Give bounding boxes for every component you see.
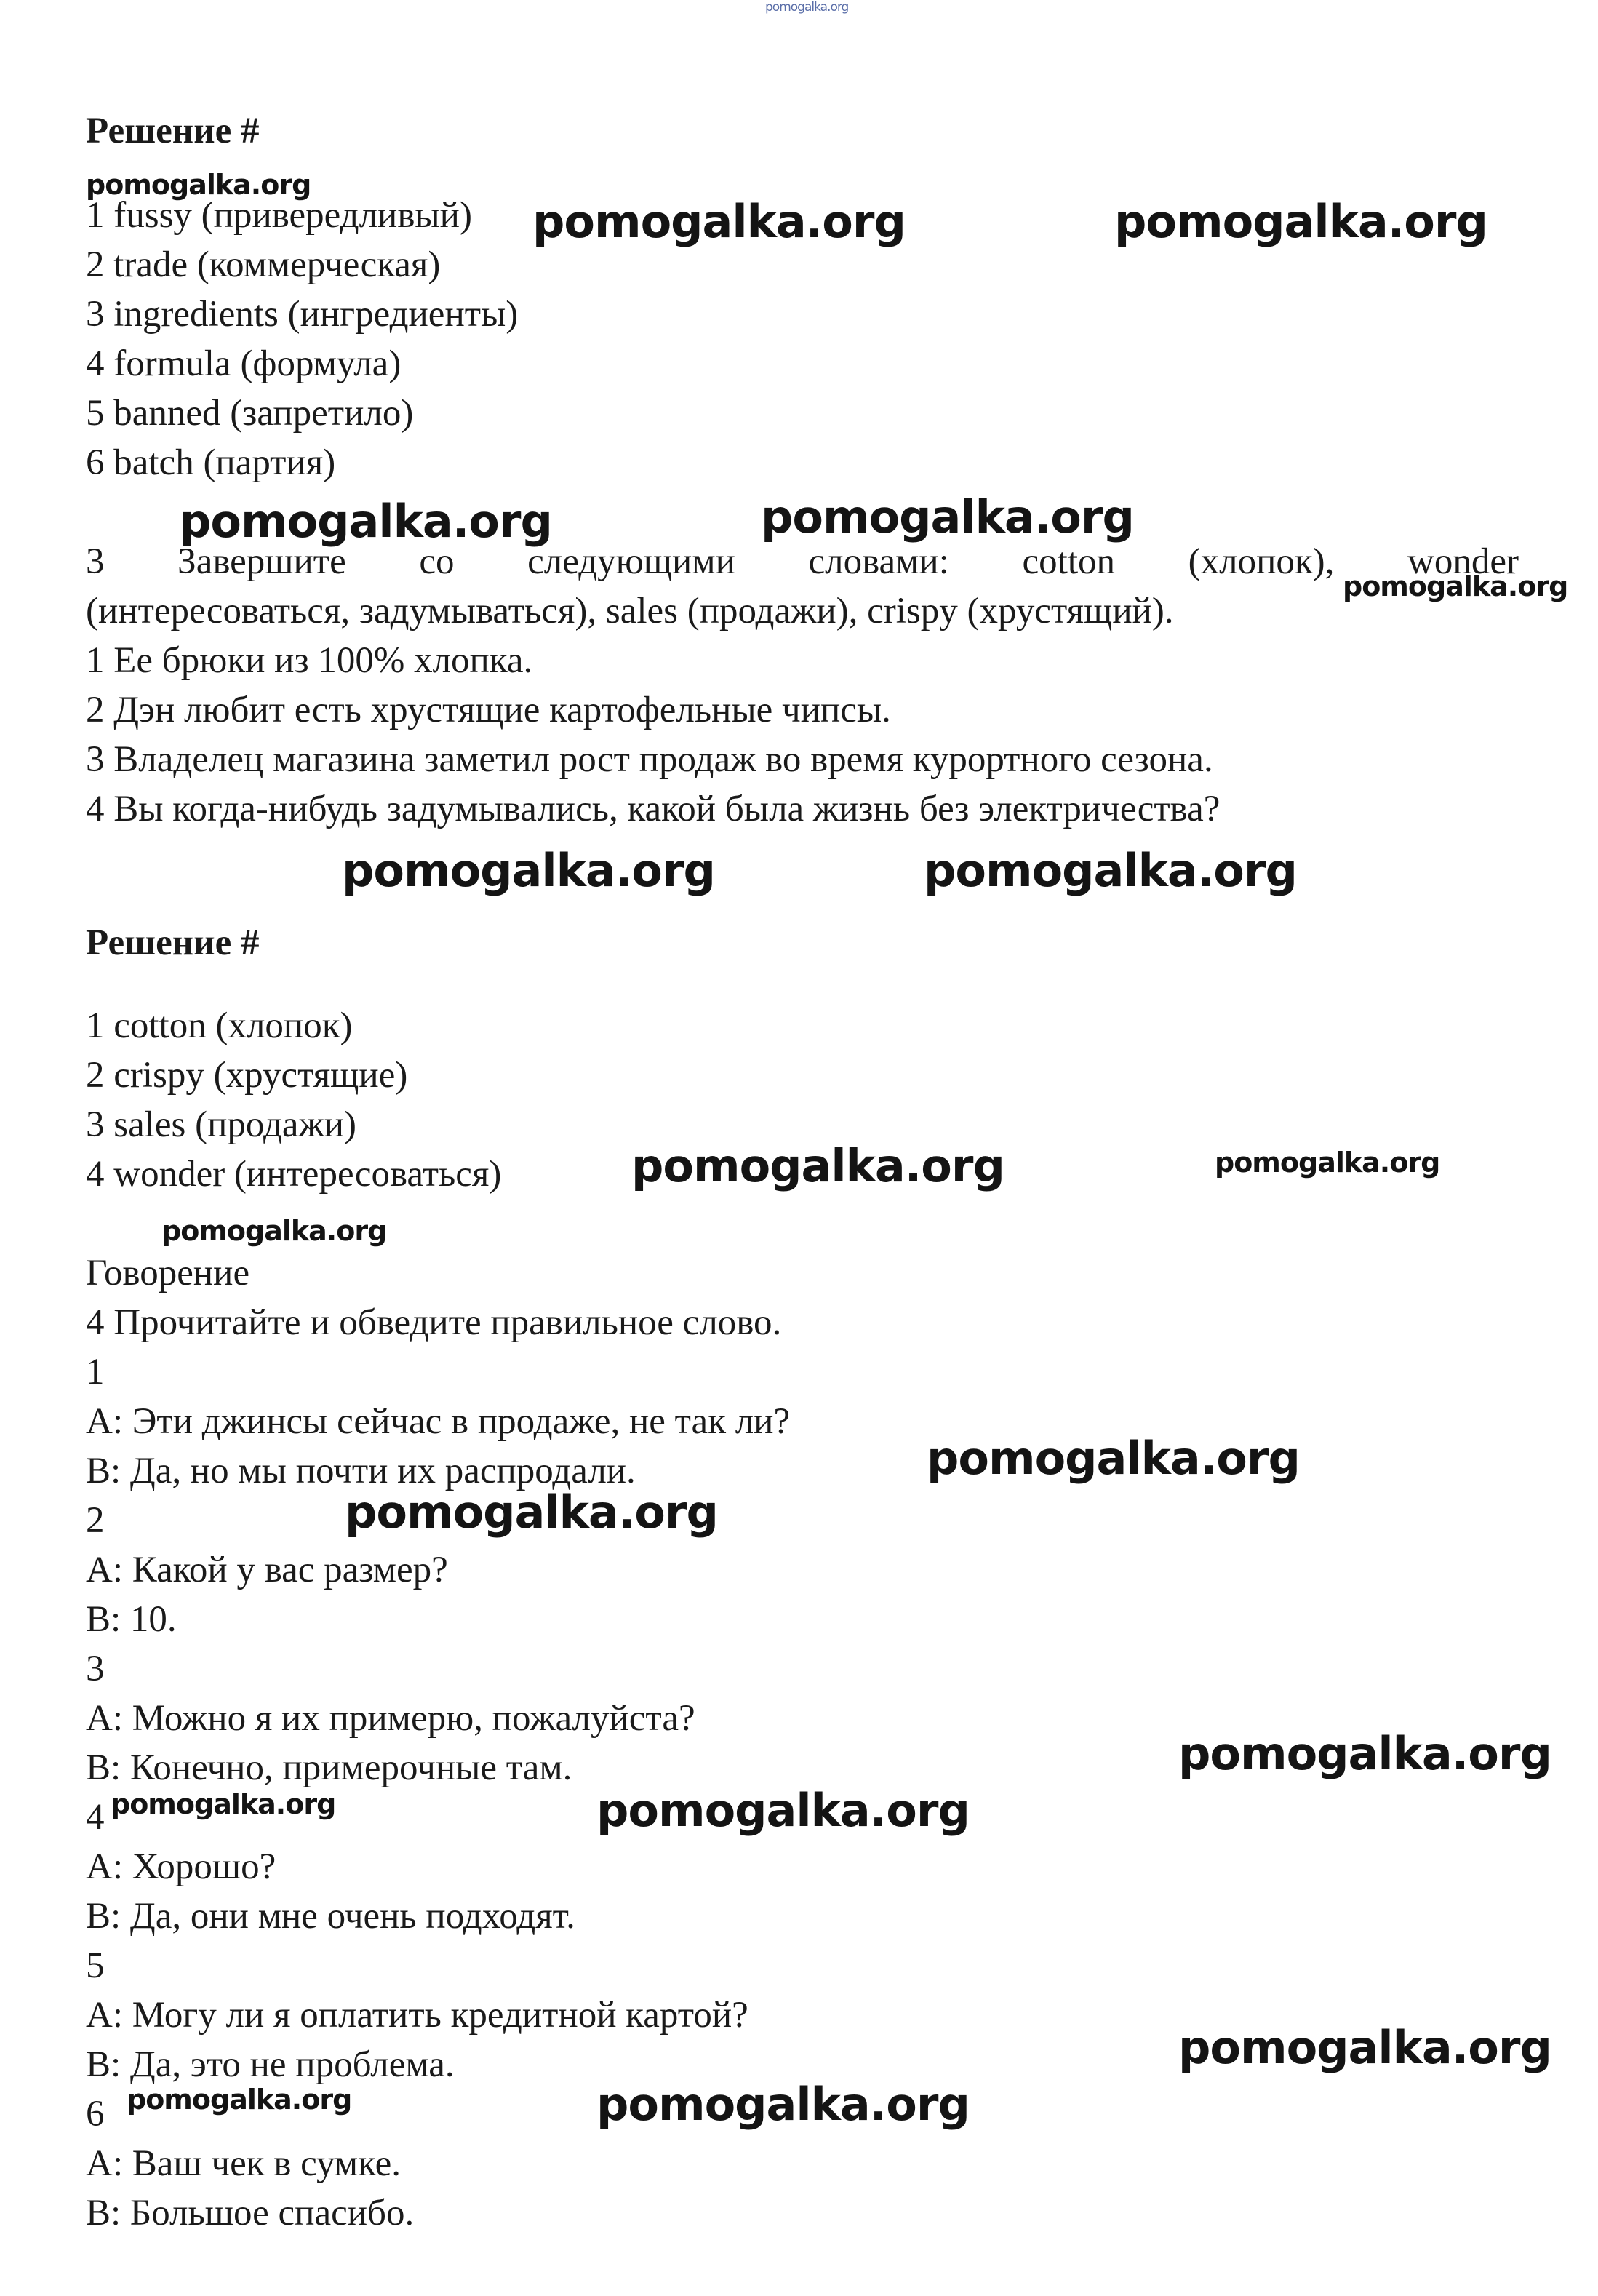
dialogue-line-a: A: Хорошо?: [86, 1846, 276, 1887]
dialogue-line-b: B: Да, это не проблема.: [86, 2044, 455, 2085]
watermark: pomogalka.org: [596, 1784, 970, 1837]
answer-item: 3 ingredients (ингредиенты): [86, 294, 519, 335]
watermark: pomogalka.org: [111, 1788, 336, 1820]
watermark: pomogalka.org: [761, 490, 1134, 543]
task3-instruction-line2: (интересоваться, задумываться), sales (продажи), crispy (хрустящий).: [86, 591, 1174, 631]
watermark: pomogalka.org: [179, 495, 552, 548]
dialogue-line-b: B: Да, они мне очень подходят.: [86, 1896, 575, 1937]
watermark: pomogalka.org: [1215, 1147, 1440, 1179]
answer-item: 2 crispy (хрустящие): [86, 1055, 408, 1096]
dialogue-number: 3: [86, 1649, 105, 1689]
dialogue-number: 6: [86, 2094, 105, 2134]
answer-item: 4 formula (формула): [86, 343, 402, 384]
dialogue-number: 2: [86, 1500, 105, 1541]
speaking-title: Говорение: [86, 1253, 250, 1294]
solution-heading-1: Решение #: [86, 111, 260, 151]
answer-item: 1 cotton (хлопок): [86, 1005, 353, 1046]
dialogue-number: 5: [86, 1945, 105, 1986]
watermark: pomogalka.org: [161, 1215, 387, 1247]
task3-sentence: 4 Вы когда-нибудь задумывались, какой была жизнь без электричества?: [86, 789, 1221, 829]
answer-item: 2 trade (коммерческая): [86, 244, 441, 285]
dialogue-line-a: A: Какой у вас размер?: [86, 1550, 448, 1590]
dialogue-number: 1: [86, 1352, 105, 1392]
task3-sentence: 3 Владелец магазина заметил рост продаж во время курортного сезона.: [86, 739, 1213, 780]
dialogue-line-a: A: Можно я их примерю, пожалуйста?: [86, 1698, 695, 1739]
answer-item: 1 fussy (привередливый): [86, 195, 472, 236]
dialogue-number: 4: [86, 1797, 105, 1838]
watermark: pomogalka.org: [927, 1432, 1300, 1485]
watermark: pomogalka.org: [596, 2078, 970, 2131]
header-watermark: pomogalka.org: [765, 0, 849, 15]
task3-sentence: 2 Дэн любит есть хрустящие картофельные чипсы.: [86, 690, 891, 730]
watermark: pomogalka.org: [1114, 195, 1487, 248]
watermark: pomogalka.org: [532, 195, 906, 248]
speaking-task: 4 Прочитайте и обведите правильное слово.: [86, 1302, 782, 1343]
dialogue-line-a: A: Эти джинсы сейчас в продаже, не так ли?: [86, 1401, 791, 1442]
dialogue-line-b: B: Да, но мы почти их распродали.: [86, 1451, 636, 1491]
watermark: pomogalka.org: [1343, 570, 1568, 602]
watermark: pomogalka.org: [342, 844, 715, 897]
watermark: pomogalka.org: [1178, 2021, 1551, 2074]
dialogue-line-b: B: Конечно, примерочные там.: [86, 1747, 572, 1788]
dialogue-line-a: A: Могу ли я оплатить кредитной картой?: [86, 1995, 748, 2036]
watermark: pomogalka.org: [631, 1139, 1004, 1192]
watermark: pomogalka.org: [127, 2084, 352, 2116]
watermark: pomogalka.org: [345, 1486, 718, 1539]
answer-item: 3 sales (продажи): [86, 1104, 357, 1145]
task3-instruction-line1: 3 Завершите со следующими словами: cotton (хлопок), wonder: [86, 541, 1519, 582]
dialogue-line-a: A: Ваш чек в сумке.: [86, 2143, 402, 2184]
answer-item: 4 wonder (интересоваться): [86, 1154, 502, 1195]
watermark: pomogalka.org: [924, 844, 1297, 897]
solution-heading-2: Решение #: [86, 922, 260, 963]
watermark: pomogalka.org: [86, 169, 311, 201]
dialogue-line-b: B: Большое спасибо.: [86, 2193, 415, 2233]
task3-sentence: 1 Ее брюки из 100% хлопка.: [86, 640, 533, 681]
answer-item: 6 batch (партия): [86, 442, 336, 483]
dialogue-line-b: B: 10.: [86, 1599, 177, 1640]
watermark: pomogalka.org: [1178, 1727, 1551, 1780]
answer-item: 5 banned (запретило): [86, 393, 414, 434]
